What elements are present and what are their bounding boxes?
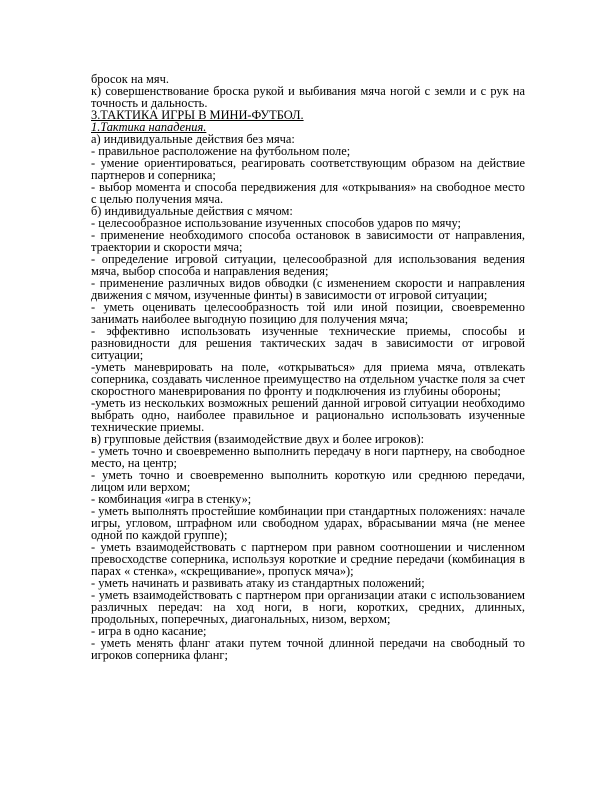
paragraph: - правильное расположение на футбольном поле; xyxy=(91,144,351,158)
paragraph: - применение необходимого способа остановок в зависимости от направления, траектории и скорости мяча; xyxy=(91,228,525,254)
paragraph: - умение ориентироваться, реагировать соответствующим образом на действие партнеров и соперника; xyxy=(91,156,525,182)
paragraph: - уметь точно и своевременно выполнить короткую или среднюю передачи, лицом или верхом; xyxy=(91,468,525,494)
paragraph: б) индивидуальные действия с мячом: xyxy=(91,204,293,218)
paragraph: - комбинация «игра в стенку»; xyxy=(91,492,252,506)
paragraph: -уметь маневрировать на поле, «открываться» для приема мяча, отвлекать соперника, создавать численное преимущество на отдельном участке поля за счет скоростного маневрирования по фронту и подключения из глубины обороны; xyxy=(91,360,525,398)
paragraph: - уметь начинать и развивать атаку из стандартных положений; xyxy=(91,576,425,590)
paragraph: к) совершенствование броска рукой и выбивания мяча ногой с земли и с рук на точность и дальность. xyxy=(91,84,525,110)
paragraph: - уметь оценивать целесообразность той или иной позиции, своевременно занимать наиболее выгодную позицию для получения мяча; xyxy=(91,300,525,326)
paragraph: - уметь точно и своевременно выполнить передачу в ноги партнеру, на свободное место, на центр; xyxy=(91,444,525,470)
paragraph: - уметь менять фланг атаки путем точной длинной передачи на свободный то игроков соперника фланг; xyxy=(91,636,525,662)
paragraph: -уметь из нескольких возможных решений данной игровой ситуации необходимо выбрать одно, наиболее правильное и рационально использовать изученные технические приемы. xyxy=(91,396,525,434)
paragraph: - эффективно использовать изученные технические приемы, способы и разновидности для решения тактических задач в зависимости от игровой ситуации; xyxy=(91,324,525,362)
paragraph: - определение игровой ситуации, целесообразной для использования ведения мяча, выбор способа и направления ведения; xyxy=(91,252,525,278)
paragraph: в) групповые действия (взаимодействие двух и более игроков): xyxy=(91,432,425,446)
paragraph: - уметь взаимодействовать с партнером при организации атаки с использованием различных передач: на ход ноги, в ноги, коротких, средних, длинных, продольных, поперечных, диагональных, низом, верхом; xyxy=(91,588,525,626)
paragraph: - выбор момента и способа передвижения для «открывания» на свободное место с целью получения мяча. xyxy=(91,180,525,206)
paragraph: - игра в одно касание; xyxy=(91,624,207,638)
paragraph: бросок на мяч. xyxy=(91,72,169,86)
paragraph: - целесообразное использование изученных способов ударов по мячу; xyxy=(91,216,461,230)
paragraph: - уметь выполнять простейшие комбинации при стандартных положениях: начале игры, угловом, штрафном или свободном ударах, вбрасывании мяча (не менее одной по каждой группе); xyxy=(91,504,525,542)
page-text xyxy=(91,73,525,661)
paragraph: - уметь взаимодействовать с партнером при равном соотношении и численном превосходстве соперника, используя короткие и средние передачи (комбинация в парах « стенка», «скрещивание», пропуск мяча»); xyxy=(91,540,525,578)
paragraph: - применение различных видов обводки (с изменением скорости и направления движения с мячом, изученные финты) в зависимости от игровой ситуации; xyxy=(91,276,525,302)
section-heading: 3.ТАКТИКА ИГРЫ В МИНИ-ФУТБОЛ. xyxy=(91,108,304,122)
paragraph: а) индивидуальные действия без мяча: xyxy=(91,132,295,146)
subsection-heading: 1.Тактика нападения. xyxy=(91,120,207,134)
